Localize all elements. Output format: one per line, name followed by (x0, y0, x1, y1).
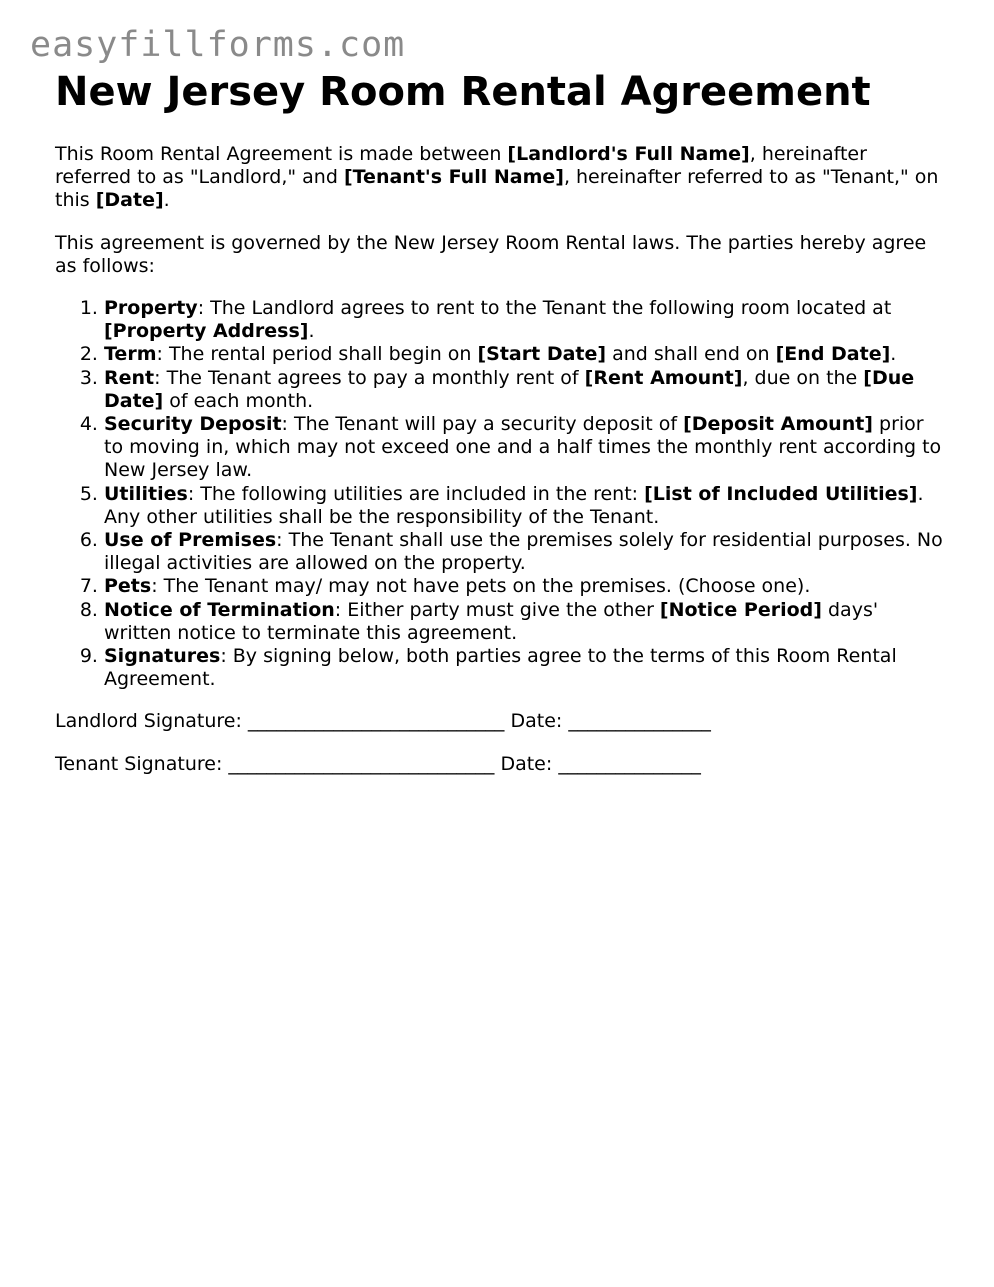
term-text: of each month. (163, 389, 314, 412)
term-rent (104, 367, 945, 413)
landlord-date-line[interactable]: _______________ (568, 710, 711, 733)
term-text: : The Tenant agrees to pay a monthly rent of (154, 366, 585, 389)
term-label: Utilities (104, 482, 188, 505)
watermark: easyfillforms.com (30, 25, 406, 65)
tenant-date-line[interactable]: _______________ (558, 752, 701, 775)
end-date-field: [End Date] (775, 343, 891, 366)
intro-text: . (163, 189, 170, 212)
term-text: : The Landlord agrees to rent to the Tenant the following room located at (197, 297, 892, 320)
property-address-field: [Property Address] (104, 320, 309, 343)
tenant-name-field: [Tenant's Full Name] (343, 166, 564, 189)
term-text: : The rental period shall begin on (156, 343, 478, 366)
term-text: : The Tenant may/ may not have pets on the premises. (Choose one). (151, 575, 811, 598)
notice-period-field: [Notice Period] (659, 598, 822, 621)
intro-text: This Room Rental Agreement is made between (55, 143, 508, 165)
term-text: . Any other utilities shall be the responsibility of the Tenant. (104, 482, 924, 528)
term-security-deposit (104, 413, 945, 483)
intro-paragraph (55, 143, 945, 213)
term-text: days' written notice to terminate this agreement. (104, 598, 879, 644)
term-text: , due on the (742, 366, 864, 389)
term-text: : The Tenant will pay a security deposit of (281, 413, 684, 436)
rent-amount-field: [Rent Amount] (584, 366, 743, 389)
term-text: prior to moving in, which may not exceed one and a half times the monthly rent according to New Jersey law. (104, 413, 942, 482)
term-term (104, 343, 945, 366)
tenant-signature-line[interactable]: ____________________________ (228, 752, 495, 775)
term-notice-of-termination (104, 599, 945, 645)
term-utilities (104, 483, 945, 529)
intro-text: , hereinafter referred to as "Tenant," on this (55, 166, 939, 212)
start-date-field: [Start Date] (477, 343, 607, 366)
due-date-field: [Due Date] (104, 366, 915, 412)
term-pets (104, 575, 945, 598)
landlord-signature-line[interactable]: ___________________________ (247, 710, 505, 733)
term-label: Term (104, 343, 157, 366)
tenant-date-label: Date: (500, 752, 553, 775)
landlord-signature-label: Landlord Signature: (55, 710, 242, 733)
agreement-body (55, 143, 945, 795)
landlord-signature-row (55, 710, 945, 733)
date-field: [Date] (95, 189, 164, 212)
tenant-signature-label: Tenant Signature: (55, 752, 223, 775)
utilities-list-field: [List of Included Utilities] (644, 482, 918, 505)
term-text: and shall end on (606, 343, 776, 366)
term-text: . (890, 343, 897, 366)
term-label: Property (104, 297, 198, 320)
landlord-date-label: Date: (510, 710, 563, 733)
term-text: : The Tenant shall use the premises solely for residential purposes. No illegal activities are allowed on the property. (104, 529, 943, 575)
deposit-amount-field: [Deposit Amount] (683, 413, 873, 436)
document-title: New Jersey Room Rental Agreement (55, 69, 871, 115)
term-text: : By signing below, both parties agree to the terms of this Room Rental Agreement. (104, 645, 897, 691)
governing-paragraph: This agreement is governed by the New Jersey Room Rental laws. The parties hereby agree as follows: (55, 231, 927, 277)
term-label: Use of Premises (104, 529, 277, 552)
terms-list (55, 297, 945, 691)
term-property (104, 297, 945, 343)
term-label: Signatures (104, 645, 221, 668)
term-text: : The following utilities are included in the rent: (187, 482, 645, 505)
term-label: Notice of Termination (104, 598, 335, 621)
term-label: Rent (104, 366, 155, 389)
intro-text: , hereinafter referred to as "Landlord," and (55, 143, 867, 189)
term-label: Pets (104, 575, 152, 598)
term-text: : Either party must give the other (334, 598, 660, 621)
landlord-name-field: [Landlord's Full Name] (507, 143, 750, 165)
term-use-of-premises (104, 529, 945, 575)
term-label: Security Deposit (104, 413, 282, 436)
tenant-signature-row (55, 753, 945, 776)
term-text: . (308, 320, 315, 343)
term-signatures (104, 645, 945, 691)
